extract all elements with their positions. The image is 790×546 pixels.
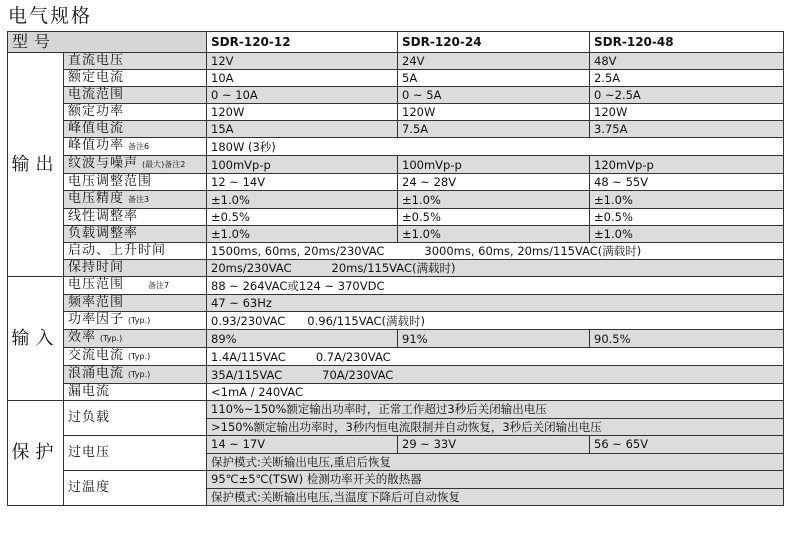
footnote: (Typ.) [128, 352, 151, 361]
row-label: 线性调整率 [64, 209, 207, 226]
row-label: 电流范围 [64, 87, 207, 104]
category-input: 输入 [8, 277, 64, 401]
value-part: 20ms/230VAC [211, 261, 292, 275]
label-text: 峰值功率 [68, 138, 125, 153]
row-label: 过温度 [64, 471, 207, 506]
row-label: 启动、上升时间 [64, 243, 207, 260]
cell-value: 89% [207, 330, 398, 348]
cell-value: ±0.5% [590, 209, 784, 226]
table-row [8, 121, 784, 138]
value-part: 0.96/115VAC(满载时) [307, 313, 426, 328]
value-part: 0.93/230VAC [211, 313, 286, 328]
cell-value: 24 ~ 28V [398, 174, 590, 191]
cell-value: 48V [590, 53, 784, 70]
row-label [64, 312, 207, 330]
cell-value [207, 348, 784, 366]
row-label [64, 277, 207, 295]
row-label: 过电压 [64, 436, 207, 471]
cell-value: 120W [590, 104, 784, 121]
table-row [8, 401, 784, 419]
cell-value: ±1.0% [590, 226, 784, 243]
row-label [64, 191, 207, 209]
cell-value: >150%额定输出功率时，3秒内恒电流限制并自动恢复，3秒后关闭输出电压 [207, 418, 784, 436]
table-row [8, 226, 784, 243]
table-row [8, 87, 784, 104]
footnote: (Typ.) [100, 334, 123, 343]
table-row [8, 243, 784, 260]
value-part: 20ms/115VAC(满载时) [331, 261, 456, 275]
table-row [8, 209, 784, 226]
cell-value: 120W [207, 104, 398, 121]
label-text: 电压精度 [68, 191, 125, 206]
table-row [8, 53, 784, 70]
table-row [8, 70, 784, 87]
cell-value: 29 ~ 33V [398, 436, 590, 454]
cell-value: 100mVp-p [398, 156, 590, 174]
cell-value: ±1.0% [398, 226, 590, 243]
cell-value: 12 ~ 14V [207, 174, 398, 191]
cell-value: ±1.0% [207, 191, 398, 209]
cell-value: 91% [398, 330, 590, 348]
table-row [8, 330, 784, 348]
cell-value: ±1.0% [590, 191, 784, 209]
label-text: 电压范围 [68, 277, 125, 292]
table-row [8, 384, 784, 401]
footnote: (Typ.) [128, 370, 151, 379]
cell-value [207, 312, 784, 330]
cell-value: <1mA / 240VAC [207, 384, 784, 401]
row-label: 额定电流 [64, 70, 207, 87]
table-header-row [8, 32, 784, 53]
cell-value: 7.5A [398, 121, 590, 138]
cell-value: 3.75A [590, 121, 784, 138]
cell-value: ±1.0% [207, 226, 398, 243]
row-label: 额定功率 [64, 104, 207, 121]
table-row [8, 260, 784, 277]
cell-value: 15A [207, 121, 398, 138]
row-label [64, 156, 207, 174]
cell-value: 90.5% [590, 330, 784, 348]
cell-value: 24V [398, 53, 590, 70]
value-part: 3000ms, 60ms, 20ms/115VAC(满载时) [424, 244, 642, 258]
cell-value: 47 ~ 63Hz [207, 295, 784, 312]
cell-value: 0 ~ 5A [398, 87, 590, 104]
cell-value [207, 260, 784, 277]
cell-value: 5A [398, 70, 590, 87]
cell-value: 110%~150%额定输出功率时，正常工作超过3秒后关闭输出电压 [207, 401, 784, 419]
row-label: 电压调整范围 [64, 174, 207, 191]
value-part: 1.4A/115VAC [211, 349, 286, 364]
row-label [64, 366, 207, 384]
table-row [8, 191, 784, 209]
label-text: 浪涌电流 [68, 366, 125, 381]
cell-value: 保护模式:关断输出电压,当温度下降后可自动恢复 [207, 488, 784, 506]
label-text: 交流电流 [68, 348, 125, 363]
table-row [8, 277, 784, 295]
cell-value: ±0.5% [398, 209, 590, 226]
row-label: 峰值电流 [64, 121, 207, 138]
table-row [8, 312, 784, 330]
cell-value: 2.5A [590, 70, 784, 87]
cell-value: 120W [398, 104, 590, 121]
value-part: 0.7A/230VAC [315, 349, 391, 364]
cell-value: 180W (3秒) [207, 138, 784, 156]
cell-value: 120mVp-p [590, 156, 784, 174]
cell-value: 100mVp-p [207, 156, 398, 174]
cell-value [207, 243, 784, 260]
row-label [64, 348, 207, 366]
table-row [8, 295, 784, 312]
model-name: SDR-120-48 [590, 32, 784, 53]
spec-table [7, 31, 784, 506]
table-row [8, 471, 784, 489]
footnote: (最大)备注2 [142, 160, 186, 169]
row-label: 漏电流 [64, 384, 207, 401]
model-name: SDR-120-24 [398, 32, 590, 53]
model-label: 型号 [8, 32, 207, 53]
page-title: 电气规格 [8, 5, 93, 27]
row-label: 频率范围 [64, 295, 207, 312]
cell-value [207, 366, 784, 384]
footnote: 备注3 [128, 195, 150, 204]
footnote: (Typ.) [128, 316, 151, 325]
table-row [8, 104, 784, 121]
table-row [8, 138, 784, 156]
label-text: 纹波与噪声 [68, 156, 139, 171]
cell-value: ±1.0% [398, 191, 590, 209]
cell-value: 12V [207, 53, 398, 70]
value-part: 70A/230VAC [322, 367, 394, 382]
table-row [8, 174, 784, 191]
table-row [8, 348, 784, 366]
label-text: 功率因子 [68, 312, 125, 327]
row-label: 过负载 [64, 401, 207, 436]
row-label [64, 138, 207, 156]
cell-value: 48 ~ 55V [590, 174, 784, 191]
model-name: SDR-120-12 [207, 32, 398, 53]
row-label: 直流电压 [64, 53, 207, 70]
row-label: 保持时间 [64, 260, 207, 277]
value-part: 35A/115VAC [211, 367, 283, 382]
cell-value: 0 ~2.5A [590, 87, 784, 104]
cell-value: 保护模式:关断输出电压,重启后恢复 [207, 453, 784, 471]
table-row [8, 156, 784, 174]
footnote: 备注6 [128, 142, 150, 151]
table-row [8, 366, 784, 384]
cell-value: 10A [207, 70, 398, 87]
cell-value: 0 ~ 10A [207, 87, 398, 104]
row-label [64, 330, 207, 348]
category-protection: 保护 [8, 401, 64, 506]
value-part: 1500ms, 60ms, 20ms/230VAC [211, 244, 385, 258]
table-row [8, 436, 784, 454]
footnote: 备注7 [148, 281, 170, 290]
category-output: 输出 [8, 53, 64, 277]
cell-value: 14 ~ 17V [207, 436, 398, 454]
label-text: 效率 [68, 330, 97, 345]
row-label: 负载调整率 [64, 226, 207, 243]
cell-value: 88 ~ 264VAC或124 ~ 370VDC [207, 277, 784, 295]
cell-value: 95℃±5℃(TSW) 检测功率开关的散热器 [207, 471, 784, 489]
cell-value: 56 ~ 65V [590, 436, 784, 454]
cell-value: ±0.5% [207, 209, 398, 226]
